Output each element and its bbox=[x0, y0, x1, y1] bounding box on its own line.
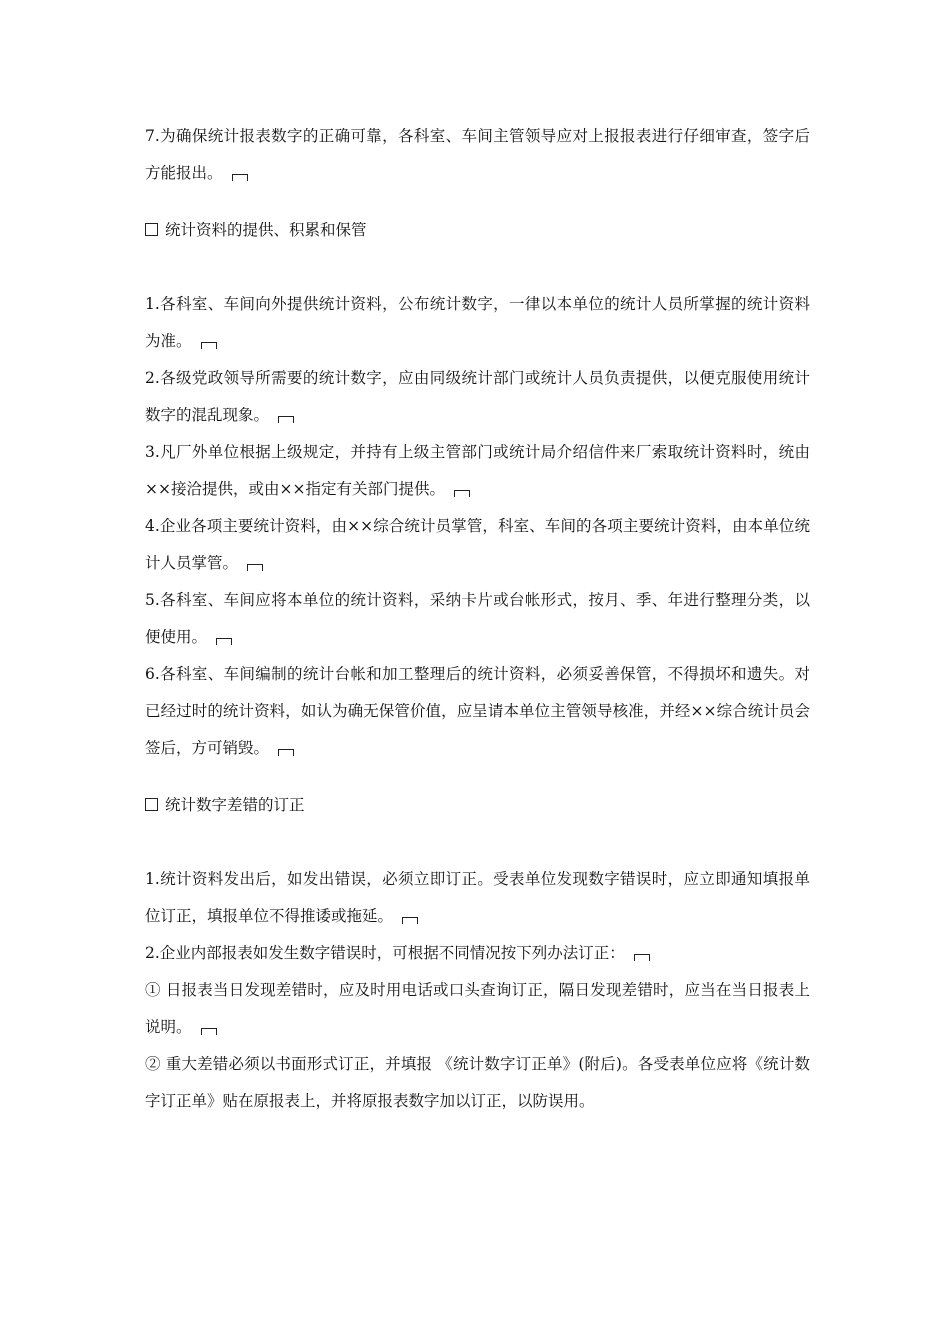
paragraph-mark-icon bbox=[216, 638, 232, 645]
list-item: 4.企业各项主要统计资料，由××综合统计员掌管，科室、车间的各项主要统计资料，由本单位统计人员掌管。 bbox=[145, 517, 810, 572]
paragraph-mark-icon bbox=[278, 416, 294, 423]
list-item: 2.企业内部报表如发生数字错误时，可根据不同情况按下列办法订正： bbox=[145, 935, 810, 972]
checkbox-square-icon bbox=[145, 798, 158, 811]
list-item: ① 日报表当日发现差错时，应及时用电话或口头查询订正，隔日发现差错时，应当在当日报表上说明。 bbox=[145, 981, 810, 1036]
paragraph-7: 7.为确保统计报表数字的正确可靠，各科室、车间主管领导应对上报报表进行仔细审查，签字后方能报出。 bbox=[145, 127, 810, 182]
list-item: 2.各级党政领导所需要的统计数字，应由同级统计部门或统计人员负责提供，以便克服使用统计数字的混乱现象。 bbox=[145, 369, 810, 424]
paragraph-mark-icon bbox=[247, 564, 263, 571]
checkbox-square-icon bbox=[145, 223, 158, 236]
paragraph-mark-icon bbox=[402, 917, 418, 924]
list-item: 5.各科室、车间应将本单位的统计资料，采纳卡片或台帐形式，按月、季、年进行整理分类，以便使用。 bbox=[145, 591, 810, 646]
list-item: ② 重大差错必须以书面形式订正，并填报 《统计数字订正单》(附后)。各受表单位应将《统计数字订正单》贴在原报表上，并将原报表数字加以订正，以防误用。 bbox=[145, 1055, 810, 1110]
list-item: 6.各科室、车间编制的统计台帐和加工整理后的统计资料，必须妥善保管，不得损坏和遗失。对已经过时的统计资料，如认为确无保管价值，应呈请本单位主管领导核准，并经××综合统计员会签后，方可销毁。 bbox=[145, 665, 810, 757]
section-heading-correction: 统计数字差错的订正 bbox=[145, 787, 810, 824]
paragraph-mark-icon bbox=[201, 1028, 217, 1035]
document-body bbox=[145, 118, 810, 1120]
paragraph-mark-icon bbox=[201, 342, 217, 349]
list-item: 1.统计资料发出后，如发出错误，必须立即订正。受表单位发现数字错误时，应立即通知填报单位订正，填报单位不得推诿或拖延。 bbox=[145, 870, 810, 925]
list-item: 1.各科室、车间向外提供统计资料，公布统计数字，一律以本单位的统计人员所掌握的统计资料为准。 bbox=[145, 295, 810, 350]
section-heading-provision: 统计资料的提供、积累和保管 bbox=[145, 212, 810, 249]
paragraph-mark-icon bbox=[634, 954, 650, 961]
paragraph-mark-icon bbox=[454, 490, 470, 497]
paragraph-mark-icon bbox=[232, 174, 248, 181]
paragraph-mark-icon bbox=[278, 749, 294, 756]
list-item: 3.凡厂外单位根据上级规定，并持有上级主管部门或统计局介绍信件来厂索取统计资料时，统由××接洽提供，或由××指定有关部门提供。 bbox=[145, 443, 810, 498]
